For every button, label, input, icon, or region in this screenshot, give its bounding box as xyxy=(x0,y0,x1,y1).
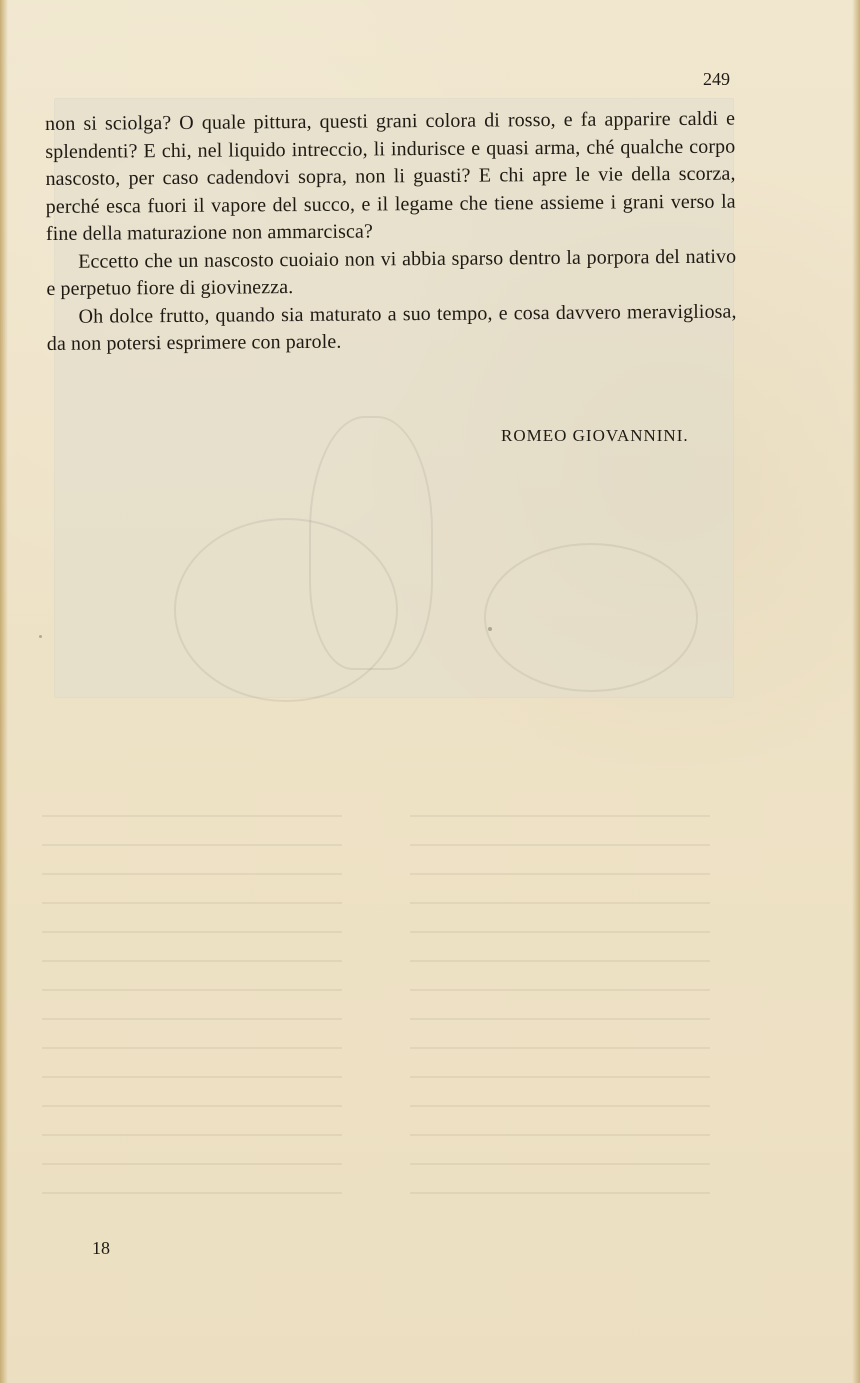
paragraph-2: Eccetto che un nascosto cuoiaio non vi abbia sparso dentro la porpora del nativo e perpetuo fiore di giovinezza. xyxy=(46,245,737,300)
paragraph-3: Oh dolce frutto, quando sia maturato a suo tempo, e cosa davvero meravigliosa, da non potersi esprimere con parole. xyxy=(46,300,737,355)
page-number-top: 249 xyxy=(703,69,730,89)
page-number-bottom: 18 xyxy=(92,1238,110,1258)
show-through-shape-center xyxy=(309,416,433,670)
paper-speck xyxy=(39,635,42,638)
show-through-text-column-left xyxy=(42,815,342,1205)
left-page-edge xyxy=(0,0,8,1383)
right-page-edge xyxy=(852,0,860,1383)
paper-speck xyxy=(624,200,627,203)
paragraph-1: non si sciolga? O quale pittura, questi grani colora di rosso, e fa apparire caldi e splendenti? E chi, nel liquido intreccio, li indurisce e quasi arma, ché qualche corpo nascosto, per caso cadendovi sopra, non li guasti? E chi apre le vie della scorza, perché esca fuori il vapore del succo, e il legame che tiene assieme i grani verso la fine della maturazione non ammarcisca? xyxy=(45,107,736,245)
show-through-shape-right xyxy=(484,543,698,692)
paper-speck xyxy=(488,627,492,631)
main-text xyxy=(45,106,737,359)
author-signature: ROMEO GIOVANNINI. xyxy=(501,426,689,445)
show-through-text-column-right xyxy=(410,815,710,1205)
